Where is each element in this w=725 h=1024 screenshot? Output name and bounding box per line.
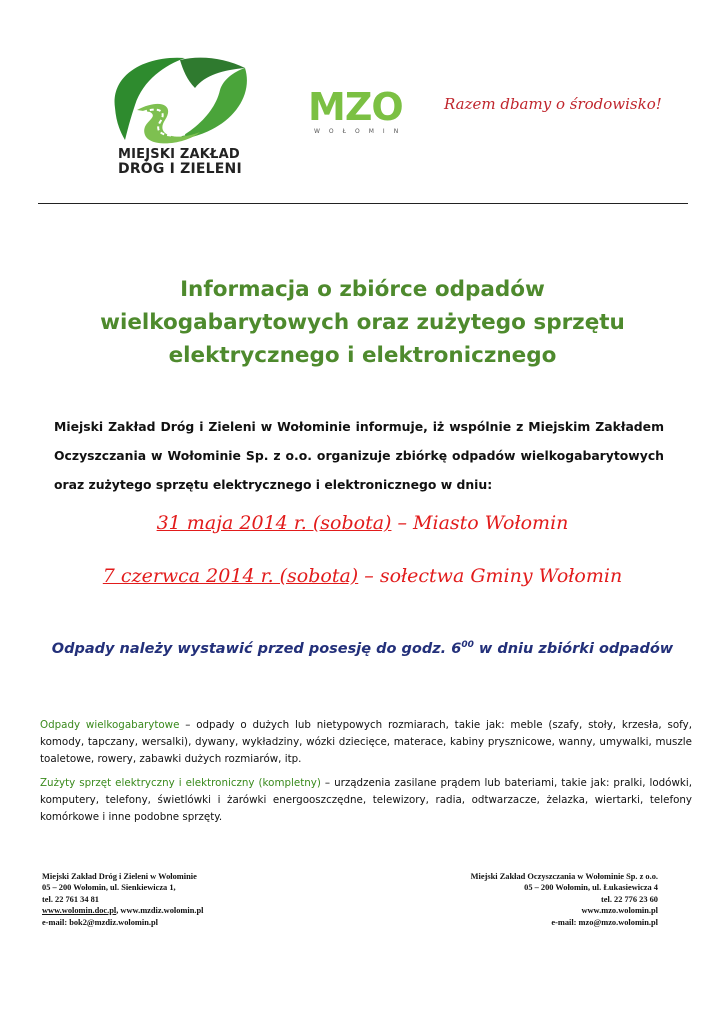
footer-left-link-a[interactable]: www.wolomin.doc.pl	[42, 906, 117, 916]
footer-left-link-b[interactable]: www.mzdiz.wolomin.pl	[120, 906, 204, 916]
title-line-1: Informacja o zbiórce odpadów	[180, 277, 545, 302]
bulky-waste-term: Odpady wielkogabarytowe	[40, 719, 180, 731]
electronic-waste-text: – urządzenia zasilane prądem lub bateriami, takie jak: pralki, lodówki, komputery, telefony, świetlówki i żarówki energooszczędne, telewizory, radia, odtwarzacze, żelazka, wiertarki, telefony komórkowe i inne podobne sprzęty.	[40, 777, 692, 823]
placement-notice	[40, 640, 685, 657]
title-line-3: elektrycznego i elektronicznego	[168, 343, 557, 368]
header-divider	[38, 203, 688, 204]
place-1: – Miasto Wołomin	[391, 512, 569, 534]
collection-date-villages	[40, 565, 685, 587]
mzo-logo	[308, 85, 662, 138]
mzo-slogan: Razem dbamy o środowisko!	[444, 95, 662, 113]
notice-text-after: w dniu zbiórki odpadów	[473, 640, 674, 657]
footer-left-link-sep: ,	[116, 906, 121, 916]
footer-left-email[interactable]: e-mail: bok2@mzdiz.wolomin.pl	[42, 917, 158, 927]
mzdiz-logo-text	[118, 148, 242, 176]
footer-left-name: Miejski Zakład Dróg i Zieleni w Wołominie	[42, 872, 197, 881]
footer-right-email[interactable]: e-mail: mzo@mzo.wolomin.pl	[551, 917, 658, 927]
collection-date-city	[40, 512, 685, 534]
document-title	[40, 273, 685, 372]
intro-paragraph: Miejski Zakład Dróg i Zieleni w Wołominie informuje, iż wspólnie z Miejskim Zakładem Oczyszczania w Wołominie Sp. z o.o. organizuje zbiórkę odpadów wielkogabarytowych oraz zużytego sprzętu elektrycznego i elektronicznego w dniu:	[54, 419, 664, 492]
mzdiz-logo	[105, 50, 255, 180]
footer-mzo-contact	[358, 871, 658, 928]
mzo-logo-city: WOŁOMIN	[314, 128, 408, 135]
notice-text-before: Odpady należy wystawić przed posesję do godz. 6	[51, 640, 462, 657]
footer-left-address: 05 – 200 Wołomin, ul. Sienkiewicza 1,	[42, 883, 176, 893]
bulky-waste-text: – odpady o dużych lub nietypowych rozmiarach, takie jak: meble (szafy, stoły, krzesła, sofy, komody, tapczany, wersalki), dywany, wykładziny, wózki dziecięce, materace, kabiny prysznicowe, wanny, umywalki, muszle toaletowe, rowery, zabawki dużych rozmiarów, itp.	[40, 719, 692, 765]
footer-right-website[interactable]: www.mzo.wolomin.pl	[581, 906, 658, 916]
electronic-waste-definition	[40, 775, 692, 826]
mzdiz-logo-line2: DRÓG I ZIELENI	[118, 161, 242, 177]
green-leaf-road-icon	[105, 50, 255, 150]
place-2: – sołectwa Gminy Wołomin	[358, 565, 623, 587]
bulky-waste-definition	[40, 717, 692, 768]
date-1: 31 maja 2014 r. (sobota)	[156, 512, 392, 534]
footer-right-name: Miejski Zakład Oczyszczania w Wołominie Sp. z o.o.	[470, 872, 658, 881]
mzdiz-logo-line1: MIEJSKI ZAKŁAD	[118, 147, 240, 162]
footer-left-phone: tel. 22 761 34 81	[42, 894, 99, 904]
mzo-logo-letters: MZO	[308, 85, 403, 129]
footer-mzdiz-contact	[42, 871, 342, 928]
notice-superscript: 00	[461, 640, 474, 650]
footer-right-phone: tel. 22 776 23 60	[601, 894, 658, 904]
date-2: 7 czerwca 2014 r. (sobota)	[102, 565, 359, 587]
title-line-2: wielkogabarytowych oraz zużytego sprzętu	[100, 310, 625, 335]
footer-right-address: 05 – 200 Wołomin, ul. Łukasiewicza 4	[524, 883, 658, 893]
electronic-waste-term: Zużyty sprzęt elektryczny i elektroniczny (kompletny)	[40, 777, 321, 789]
footer-left-websites	[42, 905, 342, 916]
